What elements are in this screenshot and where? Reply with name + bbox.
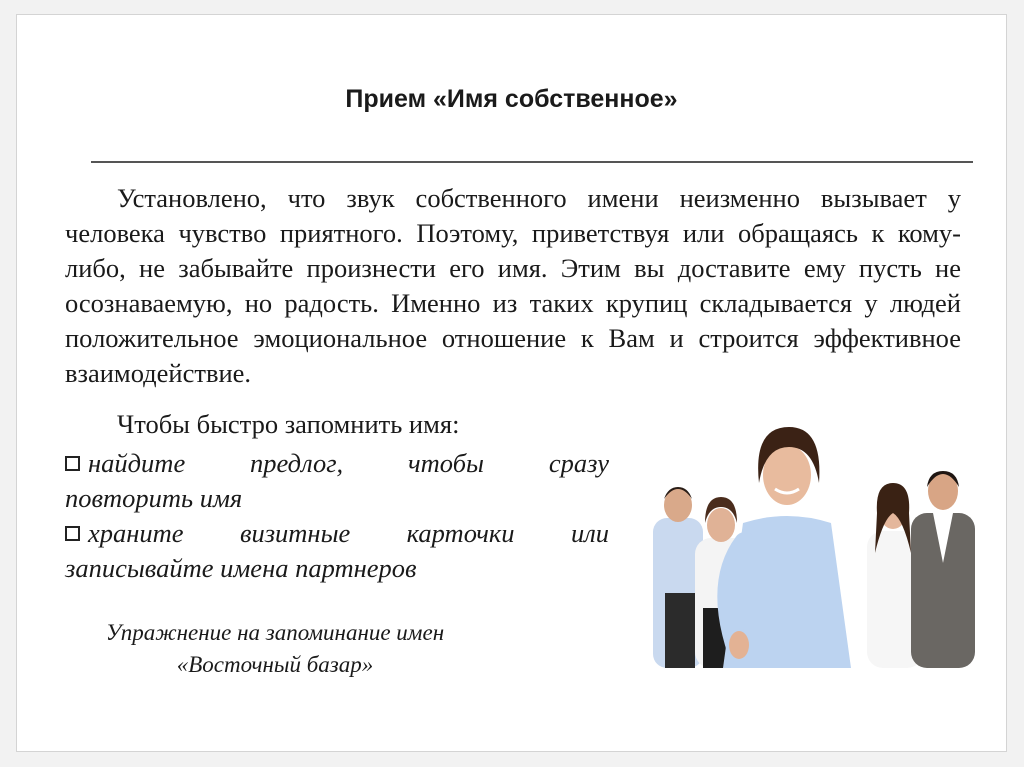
intro-paragraph: Установлено, что звук собственного имени неизменно вызывает у человека чувство приятного. Поэтому, приветствуя или обращаясь к кому-либо, не забывайте произнести его имя. Этим вы доставите ему пусть не осознаваемую, но радость. Именно из таких крупиц складывается у людей положительное эмоциональное отношение к Вам и строится эффективное взаимодействие. [65, 183, 961, 388]
list-lead: Чтобы быстро запомнить имя: [117, 409, 460, 439]
list-item [65, 516, 609, 586]
caption-line-1: Упражнение на запоминание имен [105, 620, 445, 645]
person-icon [911, 471, 975, 668]
list-item-text-cont: записывайте имена партнеров [65, 553, 417, 583]
list-item [65, 446, 609, 516]
checkbox-bullet-icon [65, 456, 80, 471]
checkbox-bullet-icon [65, 526, 80, 541]
title-divider [91, 161, 973, 163]
slide-title: Прием «Имя собственное» [345, 85, 678, 113]
caption-line-2: «Восточный базар» [176, 652, 374, 677]
business-team-photo-icon [635, 413, 985, 668]
list-item-text: найдите предлог, чтобы сразу [88, 448, 609, 478]
list-item-text: храните визитные карточки или [88, 518, 609, 548]
exercise-caption [105, 617, 445, 681]
person-icon [723, 427, 851, 668]
slide [16, 14, 1007, 752]
tips-list [65, 446, 609, 586]
list-item-text-cont: повторить имя [65, 483, 243, 513]
